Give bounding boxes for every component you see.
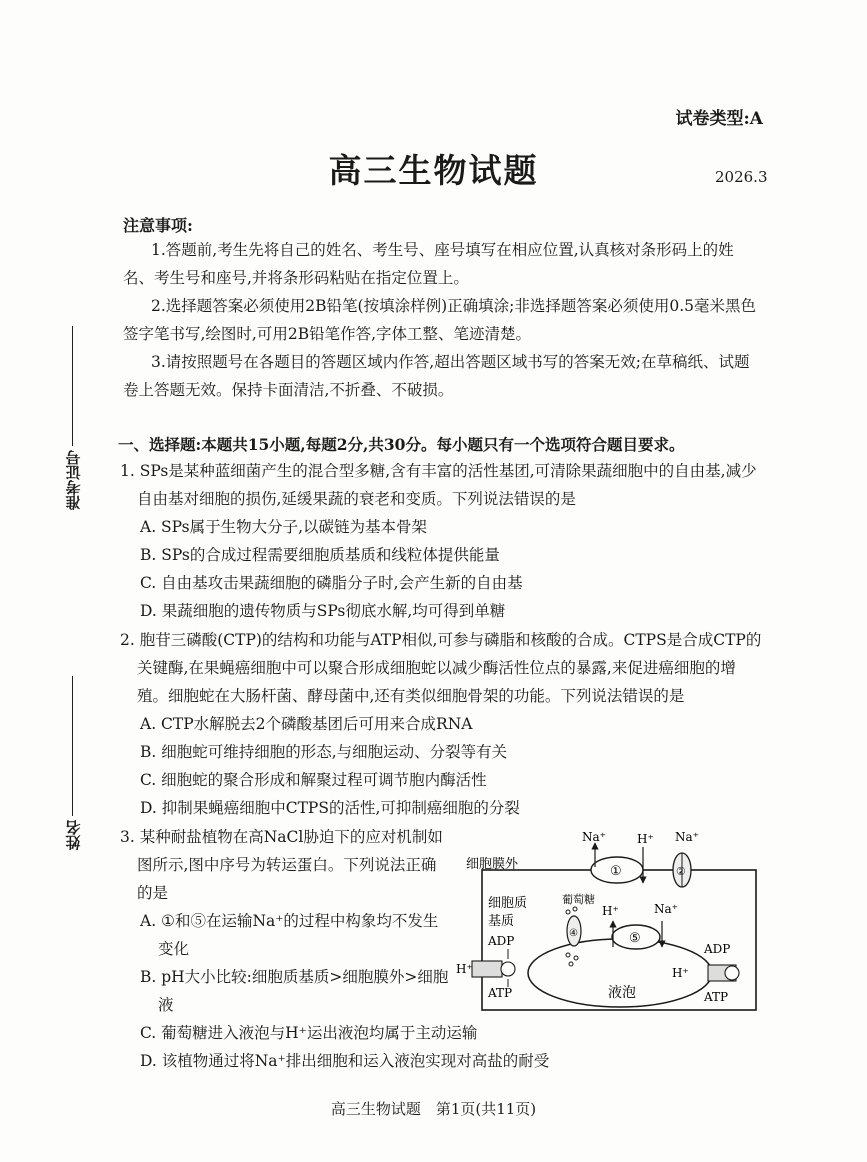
option-c: C. 自由基攻击果蔬细胞的磷脂分子时,会产生新的自由基 <box>140 574 523 592</box>
name-label: 姓名 <box>64 820 83 850</box>
page-title: 高三生物试题 <box>328 151 539 190</box>
glucose-dot <box>574 956 578 960</box>
adp-label-left: ADP <box>488 934 515 948</box>
protein-2-label: ② <box>676 865 686 878</box>
question-stem: 3. 某种耐盐植物在高NaCl胁迫下的应对机制如图所示,图中序号为转运蛋白。下列说法正确的是 <box>120 828 443 902</box>
h-label-2: H⁺ <box>602 904 619 918</box>
h-label-right: H⁺ <box>672 966 689 980</box>
question-3-tail <box>140 1019 760 1075</box>
h-label-1: H⁺ <box>637 832 654 846</box>
exam-id-line <box>73 326 74 446</box>
note-item: 3.请按照题号在各题目的答题区域内作答,超出答题区域书写的答案无效;在草稿纸、试题卷上答题无效。保持卡面清洁,不折叠、不破损。 <box>123 353 750 399</box>
option-a: A. ①和⑤在运输Na⁺的过程中构象均不发生变化 <box>140 912 439 958</box>
atp-label-right: ATP <box>704 990 729 1004</box>
note-item: 2.选择题答案必须使用2B铅笔(按填涂样例)正确填涂;非选择题答案必须使用0.5毫米黑色签字笔书写,绘图时,可用2B铅笔作答,字体工整、笔迹清楚。 <box>123 297 757 343</box>
glucose-dot <box>566 910 570 914</box>
atpase-left <box>501 962 515 976</box>
option-d: D. 果蔬细胞的遗传物质与SPs彻底水解,均可得到单糖 <box>140 602 506 620</box>
glucose-label: 葡萄糖 <box>562 893 595 906</box>
note-item: 1.答题前,考生先将自己的姓名、考生号、座号填写在相应位置,认真核对条形码上的姓名、考生号和座号,并将条形码粘贴在指定位置上。 <box>123 241 734 287</box>
h-label-left: H⁺ <box>456 962 473 976</box>
name-line <box>73 676 74 816</box>
question-2 <box>120 626 765 822</box>
option-a: A. CTP水解脱去2个磷酸基团后可用来合成RNA <box>140 715 473 733</box>
page-footer: 高三生物试题 第1页(共11页) <box>330 1100 537 1118</box>
option-b: B. SPs的合成过程需要细胞质基质和线粒体提供能量 <box>140 546 500 564</box>
option-c: C. 葡萄糖进入液泡与H⁺运出液泡均属于主动运输 <box>140 1024 478 1042</box>
vacuole-label: 液泡 <box>608 985 636 1001</box>
option-d: D. 抑制果蝇癌细胞中CTPS的活性,可抑制癌细胞的分裂 <box>140 799 520 817</box>
option-b: B. 细胞蛇可维持细胞的形态,与细胞运动、分裂等有关 <box>140 743 508 761</box>
glucose-dot <box>569 962 573 966</box>
h-pump-left <box>472 961 502 977</box>
notes-heading: 注意事项: <box>123 216 193 235</box>
option-b: B. pH大小比较:细胞质基质>细胞膜外>细胞液 <box>140 968 449 1014</box>
question-stem: 2. 胞苷三磷酸(CTP)的结构和功能与ATP相似,可参与磷脂和核酸的合成。CTPS是合成CTP的关键酶,在果蝇癌细胞中可以聚合形成细胞蛇以减少酶活性位点的暴露,来促进癌细胞的增殖。细胞蛇在大肠杆菌、酵母菌中,还有类似细胞骨架的功能。下列说法错误的是 <box>120 631 762 705</box>
paper-type: 试卷类型:A <box>675 109 763 129</box>
adp-label-right: ADP <box>704 942 731 956</box>
cytoplasm-label-2: 基质 <box>488 914 515 929</box>
na-label-1: Na⁺ <box>582 830 606 844</box>
notes-list <box>123 236 763 404</box>
question-stem: 1. SPs是某种蓝细菌产生的混合型多糖,含有丰富的活性基团,可清除果蔬细胞中的自由基,减少自由基对细胞的损伤,延缓果蔬的衰老和变质。下列说法错误的是 <box>120 462 757 508</box>
section-heading: 一、选择题:本题共15小题,每题2分,共30分。每小题只有一个选项符合题目要求。 <box>118 435 685 454</box>
outside-label: 细胞膜外 <box>466 857 519 872</box>
question-3 <box>120 823 450 1019</box>
na-label-3: Na⁺ <box>654 902 678 916</box>
exam-id-label: 准考证号 <box>64 450 83 510</box>
name-field <box>58 660 88 850</box>
protein-5-label: ⑤ <box>629 931 641 946</box>
glucose-dot <box>573 907 577 911</box>
transport-figure <box>450 825 770 1015</box>
option-a: A. SPs属于生物大分子,以碳链为基本骨架 <box>140 518 428 536</box>
cytoplasm-label: 细胞质 <box>488 896 528 911</box>
protein-4-label: ④ <box>569 928 578 939</box>
atpase-right <box>725 966 739 980</box>
glucose-dot <box>566 953 570 957</box>
atp-label-left: ATP <box>488 986 513 1000</box>
na-label-2: Na⁺ <box>675 830 699 844</box>
protein-1-label: ① <box>610 864 622 879</box>
question-1 <box>120 457 765 625</box>
option-d: D. 该植物通过将Na⁺排出细胞和运入液泡实现对高盐的耐受 <box>140 1052 550 1070</box>
exam-id-field <box>58 270 88 510</box>
option-c: C. 细胞蛇的聚合形成和解聚过程可调节胞内酶活性 <box>140 771 487 789</box>
exam-date: 2026.3 <box>715 168 768 186</box>
